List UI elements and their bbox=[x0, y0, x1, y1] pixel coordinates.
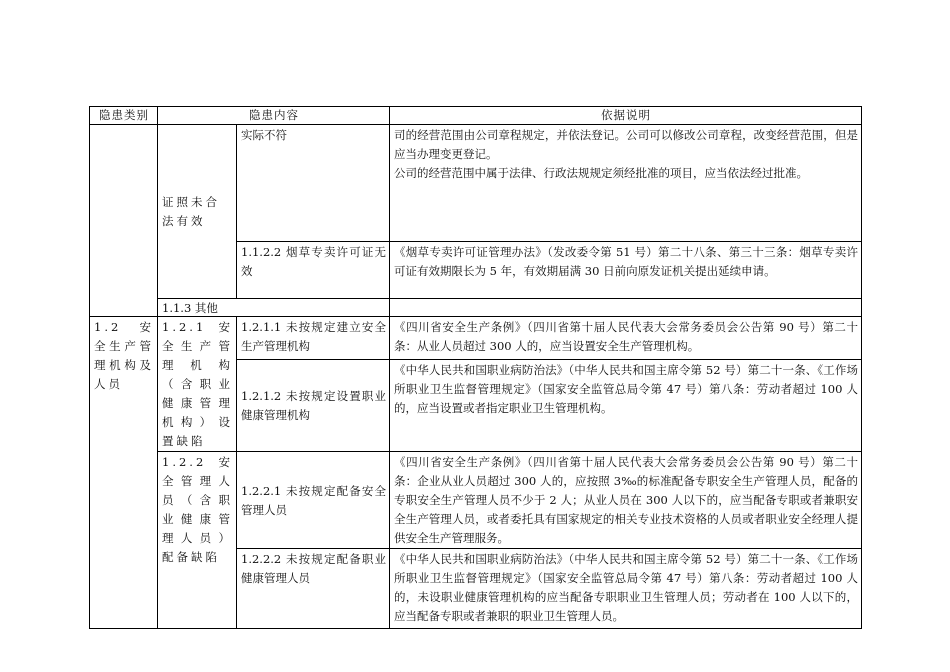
header-basis: 依据说明 bbox=[390, 107, 862, 125]
subcategory-cell: 证照未合法有效 bbox=[158, 125, 237, 299]
header-row bbox=[90, 107, 862, 125]
basis-cell: 《中华人民共和国职业病防治法》（中华人民共和国主席令第 52 号）第二十一条、《工作场所职业卫生监督管理规定》（国家安全监管总局令第 47 号）第八条：劳动者超过 100 人的，应当设置或者指定职业卫生管理机构。 bbox=[390, 360, 862, 452]
basis-paragraph: 司的经营范围由公司章程规定，并依法登记。公司可以修改公司章程，改变经营范围，但是应当办理变更登记。 bbox=[394, 128, 858, 161]
table-row bbox=[90, 317, 862, 360]
table-row bbox=[90, 452, 862, 549]
basis-cell-empty bbox=[390, 299, 862, 317]
item-cell: 1.2.2.2 未按规定配备职业健康管理人员 bbox=[237, 549, 390, 629]
item-cell: 1.1.2.2 烟草专卖许可证无效 bbox=[237, 242, 390, 299]
header-content: 隐患内容 bbox=[158, 107, 390, 125]
basis-cell: 《烟草专卖许可证管理办法》（发改委令第 51 号）第二十八条、第三十三条：烟草专卖许可证有效期限长为 5 年，有效期届满 30 日前向原发证机关提出延续申请。 bbox=[390, 242, 862, 299]
item-cell: 1.2.2.1 未按规定配备安全管理人员 bbox=[237, 452, 390, 549]
header-category: 隐患类别 bbox=[90, 107, 158, 125]
basis-paragraph: 公司的经营范围中属于法律、行政法规规定须经批准的项目，应当依法经过批准。 bbox=[394, 166, 808, 180]
category-cell-empty bbox=[90, 125, 158, 317]
item-cell: 1.2.1.1 未按规定建立安全生产管理机构 bbox=[237, 317, 390, 360]
subcategory-cell: 1.2.1 安全生产管理机构（含职业健康管理机构）设置缺陷 bbox=[158, 317, 237, 452]
table-row bbox=[90, 299, 862, 317]
table-row bbox=[90, 125, 862, 242]
item-cell: 1.2.1.2 未按规定设置职业健康管理机构 bbox=[237, 360, 390, 452]
basis-cell: 《中华人民共和国职业病防治法》（中华人民共和国主席令第 52 号）第二十一条、《工作场所职业卫生监督管理规定》（国家安全监管总局令第 47 号）第八条：劳动者超过 100 人的，未设职业健康管理机构的应当配备专职职业卫生管理人员；劳动者在 100 人以下的，应当配备专职或者兼职的职业卫生管理人员。 bbox=[390, 549, 862, 629]
subcategory-cell: 1.2.2 安全管理人员（含职业健康管理人员）配备缺陷 bbox=[158, 452, 237, 629]
subcategory-cell: 1.1.3 其他 bbox=[158, 299, 390, 317]
basis-cell: 《四川省安全生产条例》（四川省第十届人民代表大会常务委员会公告第 90 号）第二十条：企业从业人员超过 300 人的，应按照 3‰的标准配备专职安全生产管理人员，配备的专职安全生产管理人员不少于 2 人；从业人员在 300 人以下的，应当配备专职或者兼职安全生产管理人员，或者委托具有国家规定的相关专业技术资格的人员或者职业安全经理人提供安全生产管理服务。 bbox=[390, 452, 862, 549]
basis-cell bbox=[390, 125, 862, 242]
hazard-table bbox=[89, 106, 862, 629]
category-cell: 1.2 安全生产管理机构及人员 bbox=[90, 317, 158, 629]
basis-cell: 《四川省安全生产条例》（四川省第十届人民代表大会常务委员会公告第 90 号）第二十条：从业人员超过 300 人的，应当设置安全生产管理机构。 bbox=[390, 317, 862, 360]
item-cell: 实际不符 bbox=[237, 125, 390, 242]
